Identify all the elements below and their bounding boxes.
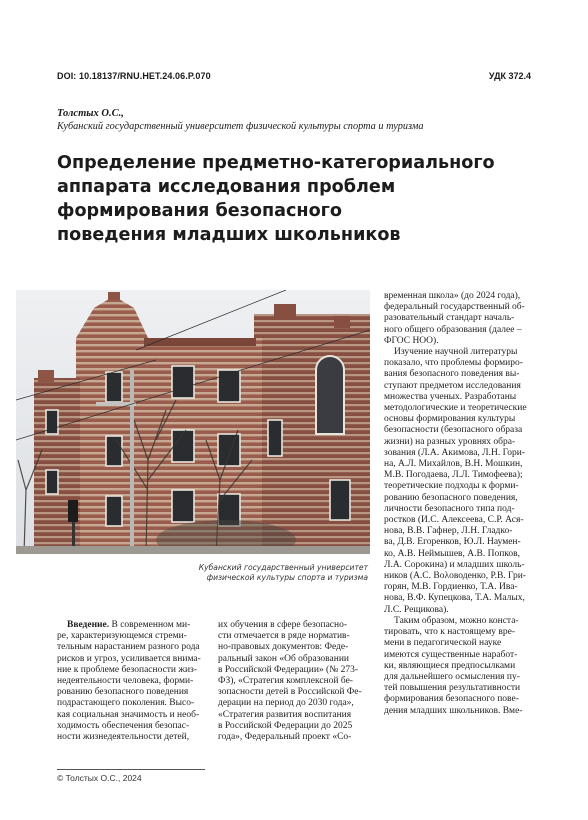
title-line: аппарата исследования проблем <box>57 177 396 197</box>
body-line: личности безопасного типа под- <box>384 503 515 514</box>
body-line: года», Федеральный проект «Со- <box>218 732 352 743</box>
body-line: Таким образом, можно конста- <box>394 615 519 626</box>
body-line: ности жизнедеятельности детей, <box>57 732 190 743</box>
caption-line: Кубанский государственный университет <box>198 563 368 572</box>
caption-line: физической культуры спорта и туризма <box>206 573 368 582</box>
body-line: ФЗ), «Стратегия комплексной бе- <box>218 676 353 687</box>
body-line: ко, А.В. Неймышев, А.В. Попков, <box>384 548 521 559</box>
intro-label: Введение. <box>67 620 110 630</box>
body-line: рисков и угроз, усиливается внима- <box>57 653 201 664</box>
body-line: в Российской Федерации» (№ 273- <box>218 664 359 675</box>
body-line: «Стратегия развития воспитания <box>218 709 352 720</box>
body-line: на, А.Л. Михайлов, В.Н. Мошкин, <box>384 459 523 470</box>
body-line: сти отмечается в ряде норматив- <box>218 631 350 642</box>
body-line: ва, Д.В. Егоренков, Ю.Л. Наумен- <box>384 537 521 548</box>
author-name: Толстых О.С., <box>57 108 124 119</box>
body-line: их обучения в сфере безопасно- <box>218 620 347 630</box>
body-line: зопасности детей в Российской Фе- <box>218 687 362 698</box>
body-line: множества ученых. Разработаны <box>384 391 517 402</box>
body-line: нова, В.В. Гафнер, Л.Н. Гладко- <box>384 526 513 537</box>
body-line: рованию безопасного поведения <box>57 687 189 698</box>
title-line: Определение предметно-категориального <box>57 153 495 173</box>
body-line: М.В. Погодаева, Л.Л. Тимофеева); <box>384 470 523 481</box>
doi-label: DOI: 10.18137/RNU.HET.24.06.P.070 <box>57 71 211 81</box>
copyright-footer: © Толстых О.С., 2024 <box>57 773 142 783</box>
body-line: жизни) на разных уровнях обра- <box>384 436 516 447</box>
body-line: дерации на период до 2030 года», <box>218 698 354 709</box>
body-line-text: В современном ми- <box>109 620 191 630</box>
body-line: тельным нарастанием разного рода <box>57 642 200 653</box>
body-line: федеральный государственный об- <box>384 302 525 313</box>
text-column-left <box>57 620 201 743</box>
body-line: недеятельности человека, форми- <box>57 676 194 687</box>
body-line: ние к проблеме безопасности жиз- <box>57 664 197 675</box>
body-line: рованию безопасного поведения, <box>384 492 518 503</box>
body-line: вания безопасного поведения вы- <box>384 369 520 380</box>
body-line: горян, М.В. Гордиенко, Т.А. Ива- <box>384 582 518 593</box>
article-title <box>57 151 537 247</box>
body-line: но-правовых документов: Феде- <box>218 642 349 653</box>
body-line: показало, что проблемы формиро- <box>384 358 523 369</box>
title-line: поведения младших школьников <box>57 225 401 245</box>
author-affiliation: Кубанский государственный университет физической культуры спорта и туризма <box>57 121 424 132</box>
body-line: ки, являющиеся предпосылками <box>384 660 516 671</box>
body-line: для дальнейшего осмысления пу- <box>384 671 520 682</box>
body-line: тей повышения результативности <box>384 683 521 694</box>
body-line: Л.А. Сорокина) и младших школь- <box>384 559 525 570</box>
body-line: ральный закон «Об образовании <box>218 653 350 664</box>
body-line: теоретические подходы к форми- <box>384 481 519 492</box>
body-line: методологические и теоретические <box>384 403 527 414</box>
body-line: дения младших школьников. Вме- <box>384 705 523 716</box>
photo-caption <box>180 563 368 583</box>
text-column-right <box>384 291 527 717</box>
title-line: формирования безопасного <box>57 201 342 221</box>
body-line: мени в педагогической науке <box>384 638 502 649</box>
body-line: ростков (И.С. Алексеева, С.Р. Ася- <box>384 515 524 526</box>
body-line: нова, В.Ф. Купецкова, Т.А. Малых, <box>384 593 525 604</box>
body-line: формирования безопасного пове- <box>384 694 519 705</box>
body-line: тировать, что к настоящему вре- <box>384 627 515 638</box>
text-column-middle <box>218 620 362 743</box>
body-line: безопасности (безопасного образа <box>384 425 523 436</box>
university-building-photo <box>16 290 370 554</box>
body-line: Л.С. Рещикова). <box>384 604 449 615</box>
body-line: разовательный стандарт началь- <box>384 313 515 324</box>
body-line: ступают предметом исследования <box>384 380 521 391</box>
footnote-divider <box>57 769 205 770</box>
body-line: ников (А.С. Вολоводенко, Р.В. Гри- <box>384 571 526 582</box>
body-line: имеются существенные наработ- <box>384 649 518 660</box>
body-line: ФГОС НОО). <box>384 335 439 346</box>
body-line: Изучение научной литературы <box>394 347 518 358</box>
body-line: ходимость обеспечения безопас- <box>57 720 190 731</box>
body-line: основы формирования культуры <box>384 414 516 425</box>
body-line: подрастающего поколения. Высо- <box>57 698 195 709</box>
body-line: зования (Л.А. Акимова, Л.Н. Гори- <box>384 447 526 458</box>
body-line: кая социальная значимость и необ- <box>57 709 200 720</box>
body-line: ре, характеризующемся стреми- <box>57 631 187 642</box>
body-line: ного общего образования (далее – <box>384 324 522 335</box>
body-line: в Российской Федерации до 2025 <box>218 720 353 731</box>
body-line: временная школа» (до 2024 года), <box>384 291 521 301</box>
body-line <box>57 620 201 631</box>
udk-label: УДК 372.4 <box>488 71 531 81</box>
